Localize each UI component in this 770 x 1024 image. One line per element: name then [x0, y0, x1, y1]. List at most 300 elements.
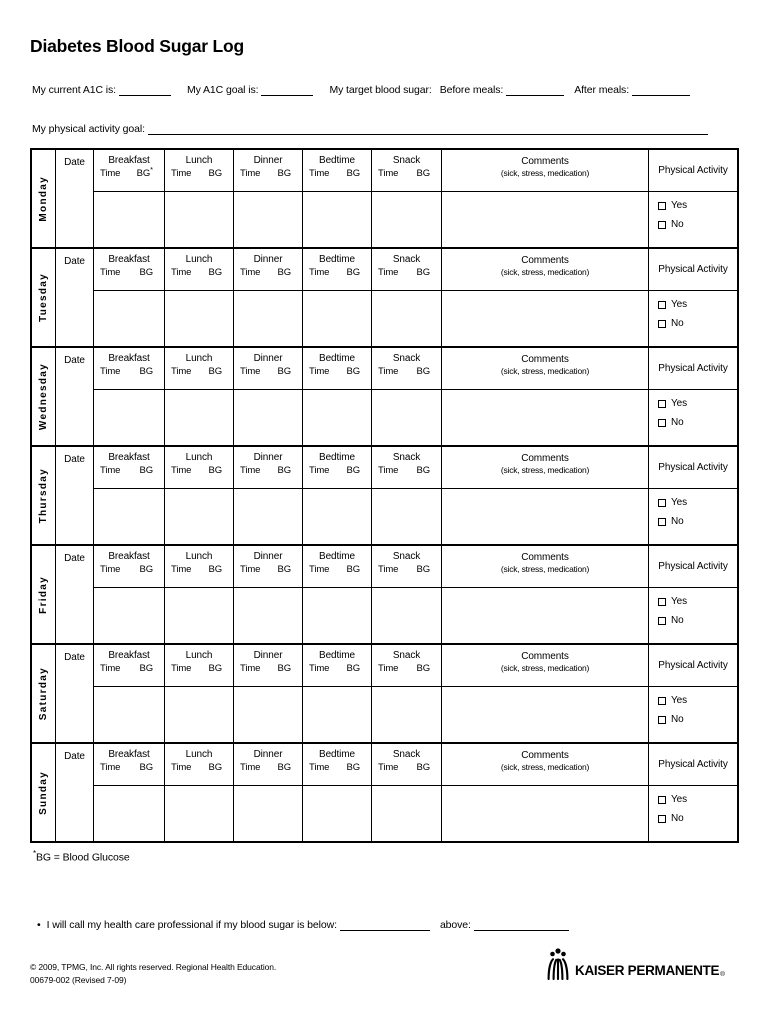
day-label: Wednesday — [38, 362, 49, 431]
physical-activity-entry-cell — [648, 291, 737, 346]
physical-activity-label: Physical Activity — [658, 759, 728, 770]
comments-label: Comments — [521, 354, 569, 365]
bg-label: BG — [277, 663, 291, 674]
date-entry-cell[interactable] — [55, 744, 93, 841]
date-entry-cell[interactable] — [55, 447, 93, 544]
day-log-row — [32, 645, 737, 744]
lunch-entry-cell[interactable] — [164, 588, 233, 643]
a1c-fields-row — [32, 84, 690, 96]
dinner-entry-cell[interactable] — [233, 588, 302, 643]
dinner-entry-cell[interactable] — [233, 687, 302, 742]
yes-label: Yes — [671, 299, 688, 310]
meal-name-label: Lunch — [185, 254, 213, 265]
breakfast-entry-cell[interactable] — [93, 786, 164, 841]
time-label: Time — [240, 366, 261, 377]
date-label: Date — [64, 157, 85, 168]
bg-label: BG — [346, 267, 360, 278]
bg-label: BG — [139, 366, 153, 377]
bg-label: BG — [139, 663, 153, 674]
bedtime-entry-cell[interactable] — [302, 786, 371, 841]
date-label: Date — [64, 256, 85, 267]
snack-header-cell — [371, 249, 441, 291]
yes-checkbox[interactable] — [658, 202, 666, 210]
above-label: above: — [439, 919, 471, 931]
time-label: Time — [171, 366, 192, 377]
comments-label: Comments — [521, 255, 569, 266]
no-checkbox[interactable] — [658, 221, 666, 229]
comments-entry-cell[interactable] — [441, 489, 648, 544]
snack-entry-cell[interactable] — [371, 489, 441, 544]
no-checkbox[interactable] — [658, 617, 666, 625]
yes-checkbox[interactable] — [658, 598, 666, 606]
meal-name-label: Lunch — [185, 749, 213, 760]
date-entry-cell[interactable] — [55, 348, 93, 445]
dinner-entry-cell[interactable] — [233, 786, 302, 841]
meal-name-label: Breakfast — [108, 254, 150, 265]
bedtime-header-cell — [302, 150, 371, 192]
no-checkbox-row[interactable] — [658, 417, 737, 428]
meal-name-label: Bedtime — [319, 254, 355, 265]
no-checkbox-row[interactable] — [658, 714, 737, 725]
time-label: Time — [171, 168, 192, 179]
comments-subtitle: (sick, stress, medication) — [500, 267, 590, 277]
day-label: Monday — [38, 175, 49, 222]
breakfast-header-cell — [93, 249, 164, 291]
no-checkbox[interactable] — [658, 419, 666, 427]
time-label: Time — [309, 168, 330, 179]
breakfast-entry-cell[interactable] — [93, 192, 164, 247]
physical-activity-label: Physical Activity — [658, 363, 728, 374]
bg-label: BG — [346, 366, 360, 377]
page-title: Diabetes Blood Sugar Log — [30, 36, 244, 56]
no-checkbox[interactable] — [658, 320, 666, 328]
footer-credits — [30, 961, 276, 987]
bg-label: BG — [416, 168, 430, 179]
time-label: Time — [309, 267, 330, 278]
bg-label: BG — [139, 762, 153, 773]
comments-entry-cell[interactable] — [441, 390, 648, 445]
time-label: Time — [309, 762, 330, 773]
time-label: Time — [100, 564, 121, 575]
time-label: Time — [378, 366, 399, 377]
date-label: Date — [64, 553, 85, 564]
snack-header-cell — [371, 546, 441, 588]
meal-name-label: Dinner — [253, 551, 283, 562]
time-label: Time — [171, 663, 192, 674]
time-label: Time — [378, 663, 399, 674]
snack-header-cell — [371, 150, 441, 192]
yes-label: Yes — [671, 200, 688, 211]
bedtime-entry-cell[interactable] — [302, 291, 371, 346]
comments-label: Comments — [521, 552, 569, 563]
yes-label: Yes — [671, 497, 688, 508]
time-label: Time — [171, 762, 192, 773]
comments-entry-cell[interactable] — [441, 192, 648, 247]
comments-subtitle: (sick, stress, medication) — [500, 564, 590, 574]
comments-label: Comments — [521, 156, 569, 167]
comments-subtitle: (sick, stress, medication) — [500, 465, 590, 475]
time-label: Time — [171, 267, 192, 278]
day-log-row — [32, 249, 737, 348]
dinner-header-cell — [233, 744, 302, 786]
yes-checkbox[interactable] — [658, 697, 666, 705]
callout-row — [37, 919, 569, 931]
before-meals-blank[interactable] — [506, 84, 564, 96]
registered-trademark: ® — [720, 971, 725, 978]
time-label: Time — [171, 465, 192, 476]
day-label: Friday — [38, 575, 49, 614]
bg-label: BG — [277, 267, 291, 278]
time-label: Time — [100, 663, 121, 674]
physical-activity-label: Physical Activity — [658, 660, 728, 671]
bg-label: BG* — [136, 164, 153, 179]
comments-label: Comments — [521, 750, 569, 761]
bg-label: BG — [208, 168, 222, 179]
bedtime-header-cell — [302, 447, 371, 489]
day-name-cell — [32, 645, 55, 742]
no-label: No — [671, 516, 684, 527]
meal-name-label: Lunch — [185, 155, 213, 166]
kaiser-figures-icon — [546, 946, 570, 980]
bedtime-entry-cell[interactable] — [302, 489, 371, 544]
lunch-header-cell — [164, 645, 233, 687]
comments-entry-cell[interactable] — [441, 291, 648, 346]
lunch-entry-cell[interactable] — [164, 489, 233, 544]
physical-activity-entry-cell — [648, 588, 737, 643]
dinner-entry-cell[interactable] — [233, 489, 302, 544]
time-label: Time — [378, 762, 399, 773]
physical-activity-header-cell — [648, 447, 737, 489]
day-name-cell — [32, 150, 55, 247]
a1c-goal-label: My A1C goal is: — [186, 84, 259, 96]
time-label: Time — [309, 663, 330, 674]
meal-name-label: Bedtime — [319, 749, 355, 760]
meal-name-label: Snack — [392, 254, 421, 265]
bg-footnote — [33, 849, 130, 864]
bg-label: BG — [208, 267, 222, 278]
meal-name-label: Lunch — [185, 551, 213, 562]
time-label: Time — [240, 267, 261, 278]
meal-name-label: Snack — [392, 353, 421, 364]
time-label: Time — [378, 168, 399, 179]
breakfast-entry-cell[interactable] — [93, 291, 164, 346]
bg-label: BG — [416, 366, 430, 377]
bg-label: BG — [346, 168, 360, 179]
meal-name-label: Dinner — [253, 254, 283, 265]
a1c-goal-blank[interactable] — [261, 84, 313, 96]
meal-name-label: Breakfast — [108, 452, 150, 463]
bg-label: BG — [139, 267, 153, 278]
meal-name-label: Bedtime — [319, 353, 355, 364]
bg-label: BG — [208, 366, 222, 377]
bg-label: BG — [346, 663, 360, 674]
no-label: No — [671, 813, 684, 824]
physical-activity-label: Physical Activity — [658, 165, 728, 176]
comments-entry-cell[interactable] — [441, 786, 648, 841]
no-checkbox-row[interactable] — [658, 516, 737, 527]
meal-name-label: Breakfast — [108, 650, 150, 661]
breakfast-header-cell — [93, 645, 164, 687]
time-label: Time — [100, 366, 121, 377]
date-entry-cell[interactable] — [55, 150, 93, 247]
meal-name-label: Snack — [392, 551, 421, 562]
meal-name-label: Dinner — [253, 452, 283, 463]
bedtime-entry-cell[interactable] — [302, 687, 371, 742]
bedtime-header-cell — [302, 744, 371, 786]
time-label: Time — [240, 762, 261, 773]
day-log-row — [32, 447, 737, 546]
physical-activity-entry-cell — [648, 786, 737, 841]
before-meals-label: Before meals: — [439, 84, 504, 96]
no-checkbox-row[interactable] — [658, 318, 737, 329]
yes-checkbox-row[interactable] — [658, 497, 737, 508]
comments-header-cell — [441, 744, 648, 786]
footnote-text: BG = Blood Glucose — [36, 851, 130, 864]
no-checkbox-row[interactable] — [658, 813, 737, 824]
comments-label: Comments — [521, 651, 569, 662]
comments-header-cell — [441, 447, 648, 489]
lunch-header-cell — [164, 447, 233, 489]
bg-label: BG — [139, 465, 153, 476]
meal-name-label: Breakfast — [108, 551, 150, 562]
comments-label: Comments — [521, 453, 569, 464]
meal-name-label: Snack — [392, 650, 421, 661]
comments-subtitle: (sick, stress, medication) — [500, 168, 590, 178]
meal-name-label: Breakfast — [108, 155, 150, 166]
snack-entry-cell[interactable] — [371, 291, 441, 346]
yes-checkbox-row[interactable] — [658, 200, 737, 211]
lunch-header-cell — [164, 249, 233, 291]
yes-checkbox[interactable] — [658, 796, 666, 804]
lunch-header-cell — [164, 348, 233, 390]
no-checkbox[interactable] — [658, 815, 666, 823]
lunch-entry-cell[interactable] — [164, 192, 233, 247]
date-entry-cell[interactable] — [55, 249, 93, 346]
meal-name-label: Snack — [392, 155, 421, 166]
yes-checkbox[interactable] — [658, 499, 666, 507]
no-label: No — [671, 318, 684, 329]
yes-checkbox-row[interactable] — [658, 794, 737, 805]
current-a1c-blank[interactable] — [119, 84, 171, 96]
meal-name-label: Dinner — [253, 155, 283, 166]
physical-activity-entry-cell — [648, 489, 737, 544]
below-value-blank[interactable] — [340, 919, 430, 931]
activity-goal-row — [32, 123, 708, 135]
above-value-blank[interactable] — [474, 919, 569, 931]
yes-checkbox[interactable] — [658, 301, 666, 309]
yes-checkbox-row[interactable] — [658, 695, 737, 706]
bg-label: BG — [277, 762, 291, 773]
meal-name-label: Snack — [392, 749, 421, 760]
date-label: Date — [64, 751, 85, 762]
time-label: Time — [171, 564, 192, 575]
snack-entry-cell[interactable] — [371, 786, 441, 841]
breakfast-entry-cell[interactable] — [93, 687, 164, 742]
bg-footnote-marker: * — [150, 164, 153, 174]
current-a1c-label: My current A1C is: — [32, 84, 116, 96]
target-blood-sugar-label: My target blood sugar: — [329, 84, 432, 96]
yes-checkbox-row[interactable] — [658, 299, 737, 310]
day-log-row — [32, 744, 737, 841]
comments-entry-cell[interactable] — [441, 687, 648, 742]
physical-activity-label: Physical Activity — [658, 561, 728, 572]
after-meals-label: After meals: — [574, 84, 630, 96]
breakfast-entry-cell[interactable] — [93, 489, 164, 544]
dinner-entry-cell[interactable] — [233, 192, 302, 247]
comments-header-cell — [441, 150, 648, 192]
comments-subtitle: (sick, stress, medication) — [500, 663, 590, 673]
lunch-entry-cell[interactable] — [164, 390, 233, 445]
bg-label: BG — [416, 465, 430, 476]
snack-entry-cell[interactable] — [371, 390, 441, 445]
brand-name: KAISER PERMANENTE — [575, 963, 720, 978]
physical-activity-entry-cell — [648, 192, 737, 247]
yes-label: Yes — [671, 695, 688, 706]
bg-label: BG — [416, 663, 430, 674]
day-label: Tuesday — [38, 273, 49, 322]
no-checkbox[interactable] — [658, 518, 666, 526]
day-name-cell — [32, 744, 55, 841]
day-label: Saturday — [38, 666, 49, 721]
time-label: Time — [240, 564, 261, 575]
comments-header-cell — [441, 546, 648, 588]
lunch-entry-cell[interactable] — [164, 786, 233, 841]
bg-label: BG — [208, 465, 222, 476]
dinner-entry-cell[interactable] — [233, 390, 302, 445]
dinner-header-cell — [233, 447, 302, 489]
snack-entry-cell[interactable] — [371, 687, 441, 742]
meal-name-label: Lunch — [185, 353, 213, 364]
weekly-log-table — [30, 148, 739, 843]
callout-text: I will call my health care professional if my blood sugar is below: — [46, 919, 337, 931]
comments-header-cell — [441, 249, 648, 291]
bg-label: BG — [208, 663, 222, 674]
bedtime-header-cell — [302, 546, 371, 588]
meal-name-label: Bedtime — [319, 650, 355, 661]
time-label: Time — [240, 663, 261, 674]
physical-activity-label: Physical Activity — [658, 264, 728, 275]
date-entry-cell[interactable] — [55, 645, 93, 742]
physical-activity-header-cell — [648, 546, 737, 588]
time-label: Time — [240, 168, 261, 179]
snack-header-cell — [371, 348, 441, 390]
lunch-entry-cell[interactable] — [164, 291, 233, 346]
comments-entry-cell[interactable] — [441, 588, 648, 643]
no-checkbox-row[interactable] — [658, 219, 737, 230]
meal-name-label: Bedtime — [319, 551, 355, 562]
day-label: Thursday — [38, 467, 49, 524]
dinner-entry-cell[interactable] — [233, 291, 302, 346]
day-log-row — [32, 150, 737, 249]
dinner-header-cell — [233, 645, 302, 687]
no-label: No — [671, 714, 684, 725]
meal-name-label: Dinner — [253, 353, 283, 364]
breakfast-header-cell — [93, 447, 164, 489]
snack-header-cell — [371, 447, 441, 489]
meal-name-label: Lunch — [185, 452, 213, 463]
snack-header-cell — [371, 645, 441, 687]
bullet-marker: • — [37, 919, 41, 931]
lunch-header-cell — [164, 546, 233, 588]
time-label: Time — [100, 762, 121, 773]
physical-activity-label: Physical Activity — [658, 462, 728, 473]
no-label: No — [671, 417, 684, 428]
yes-checkbox[interactable] — [658, 400, 666, 408]
lunch-header-cell — [164, 150, 233, 192]
no-checkbox-row[interactable] — [658, 615, 737, 626]
no-label: No — [671, 219, 684, 230]
bedtime-entry-cell[interactable] — [302, 390, 371, 445]
yes-label: Yes — [671, 398, 688, 409]
activity-goal-blank[interactable] — [148, 123, 708, 135]
time-label: Time — [378, 465, 399, 476]
date-label: Date — [64, 652, 85, 663]
day-name-cell — [32, 546, 55, 643]
bg-label: BG — [277, 168, 291, 179]
copyright-text: © 2009, TPMG, Inc. All rights reserved. Regional Health Education. — [30, 962, 277, 972]
snack-entry-cell[interactable] — [371, 192, 441, 247]
bedtime-entry-cell[interactable] — [302, 192, 371, 247]
day-log-row — [32, 348, 737, 447]
meal-name-label: Lunch — [185, 650, 213, 661]
time-label: Time — [378, 267, 399, 278]
time-label: Time — [240, 465, 261, 476]
meal-name-label: Breakfast — [108, 353, 150, 364]
activity-goal-label: My physical activity goal: — [32, 123, 145, 135]
day-name-cell — [32, 348, 55, 445]
bg-label: BG — [346, 564, 360, 575]
date-entry-cell[interactable] — [55, 546, 93, 643]
bg-label: BG — [208, 564, 222, 575]
lunch-entry-cell[interactable] — [164, 687, 233, 742]
bg-label: BG — [277, 564, 291, 575]
physical-activity-entry-cell — [648, 390, 737, 445]
bedtime-header-cell — [302, 645, 371, 687]
dinner-header-cell — [233, 348, 302, 390]
yes-checkbox-row[interactable] — [658, 398, 737, 409]
breakfast-header-cell — [93, 348, 164, 390]
bedtime-entry-cell[interactable] — [302, 588, 371, 643]
day-label: Sunday — [38, 770, 49, 815]
no-label: No — [671, 615, 684, 626]
yes-checkbox-row[interactable] — [658, 596, 737, 607]
bg-label: BG — [139, 564, 153, 575]
time-label: Time — [100, 168, 121, 179]
bedtime-header-cell — [302, 249, 371, 291]
physical-activity-header-cell — [648, 150, 737, 192]
kaiser-permanente-logo — [546, 946, 725, 980]
breakfast-entry-cell[interactable] — [93, 390, 164, 445]
day-name-cell — [32, 447, 55, 544]
comments-subtitle: (sick, stress, medication) — [500, 762, 590, 772]
breakfast-entry-cell[interactable] — [93, 588, 164, 643]
comments-header-cell — [441, 348, 648, 390]
physical-activity-header-cell — [648, 744, 737, 786]
bg-label: BG — [346, 465, 360, 476]
date-label: Date — [64, 454, 85, 465]
meal-name-label: Bedtime — [319, 155, 355, 166]
no-checkbox[interactable] — [658, 716, 666, 724]
meal-name-label: Snack — [392, 452, 421, 463]
time-label: Time — [309, 465, 330, 476]
day-log-row — [32, 546, 737, 645]
snack-entry-cell[interactable] — [371, 588, 441, 643]
yes-label: Yes — [671, 794, 688, 805]
breakfast-header-cell — [93, 546, 164, 588]
snack-header-cell — [371, 744, 441, 786]
after-meals-blank[interactable] — [632, 84, 690, 96]
bg-label: BG — [277, 366, 291, 377]
